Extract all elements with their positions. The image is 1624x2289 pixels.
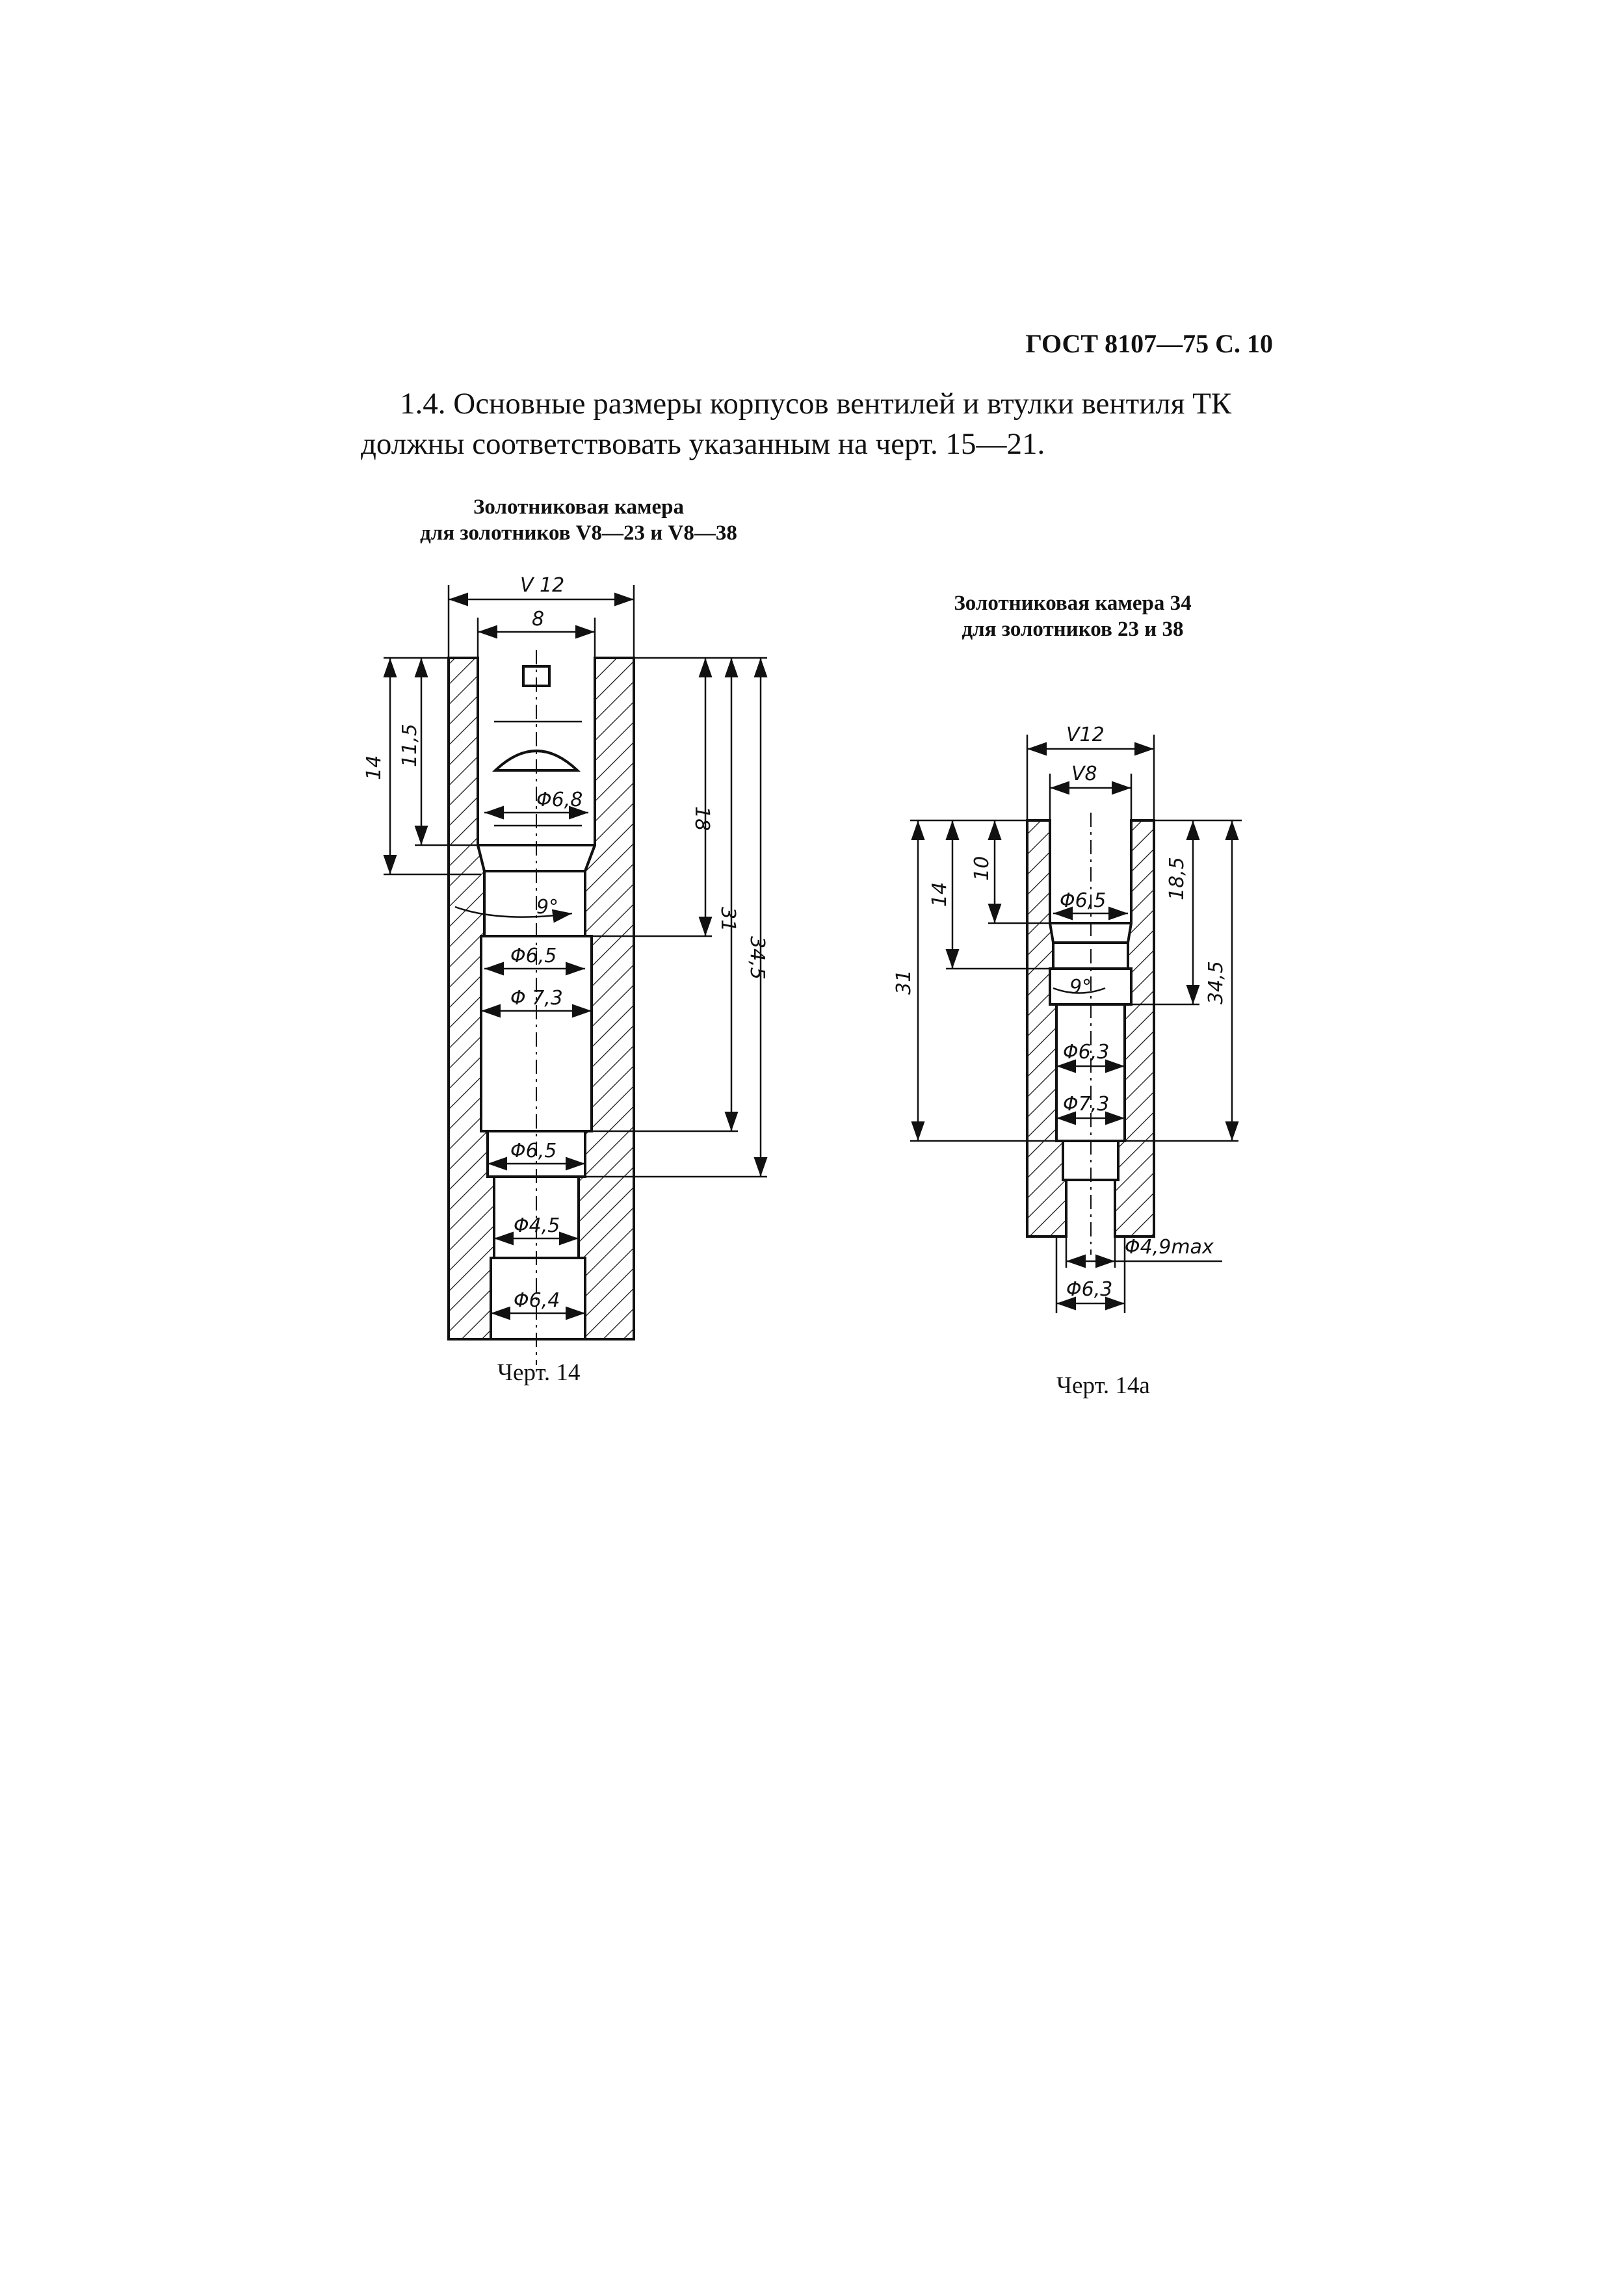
dim-d6-4: Φ6,4 xyxy=(514,1289,560,1312)
dim-d7-3: Φ 7,3 xyxy=(510,987,563,1010)
figure1-label: Черт. 14 xyxy=(497,1359,581,1386)
dim-v12: V 12 xyxy=(520,574,565,597)
dim2-d6-3: Φ6,3 xyxy=(1063,1041,1110,1064)
document-header: ГОСТ 8107—75 С. 10 xyxy=(1025,329,1273,358)
dim-31: 31 xyxy=(716,907,739,932)
dim2-10: 10 xyxy=(971,856,993,881)
dim-9deg: 9° xyxy=(536,896,559,919)
dim-d6-5a: Φ6,5 xyxy=(510,945,557,967)
dim-d6-5b: Φ6,5 xyxy=(510,1140,557,1162)
paragraph-line-1: 1.4. Основные размеры корпусов вентилей и втулки вентиля ТК xyxy=(400,387,1232,421)
figure2-caption-line2: для золотников 23 и 38 xyxy=(962,618,1184,641)
paragraph-line-2: должны соответствовать указанным на черт. 15—21. xyxy=(361,427,1045,461)
dim-34-5: 34,5 xyxy=(746,936,768,980)
dim2-34-5: 34,5 xyxy=(1205,961,1227,1004)
figure1-caption-line1: Золотниковая камера xyxy=(473,495,684,519)
dim2-d4-9: Φ4,9max xyxy=(1125,1236,1214,1259)
dim2-d6-3b: Φ6,3 xyxy=(1066,1278,1113,1301)
dim-d6-8: Φ6,8 xyxy=(536,789,583,811)
dim2-9deg: 9° xyxy=(1069,976,1092,999)
dim2-v12: V12 xyxy=(1066,724,1105,746)
figure2-left-wall xyxy=(1027,820,1066,1236)
dim-18: 18 xyxy=(690,806,713,831)
figure2-label: Черт. 14а xyxy=(1056,1372,1150,1399)
dim2-18-5: 18,5 xyxy=(1166,857,1188,900)
figure1-right-wall xyxy=(579,658,634,1339)
figure2-caption-line1: Золотниковая камера 34 xyxy=(954,592,1192,615)
dim2-d7-3: Φ7,3 xyxy=(1063,1093,1110,1116)
figure1-caption-line2: для золотников V8—23 и V8—38 xyxy=(420,521,737,545)
dim-14: 14 xyxy=(363,755,386,780)
figure1-left-wall xyxy=(449,658,494,1339)
dim2-v8: V8 xyxy=(1071,763,1097,785)
dim-8: 8 xyxy=(532,608,545,631)
figure2-right-wall xyxy=(1115,820,1154,1236)
dim-11-5: 11,5 xyxy=(399,724,421,767)
figure1-drawing xyxy=(363,574,768,1365)
dim-d4-5: Φ4,5 xyxy=(514,1214,560,1237)
dim2-31: 31 xyxy=(893,969,915,995)
dim2-14: 14 xyxy=(928,882,951,907)
dim2-d6-5: Φ6,5 xyxy=(1060,889,1107,912)
figure2-drawing xyxy=(893,724,1242,1313)
